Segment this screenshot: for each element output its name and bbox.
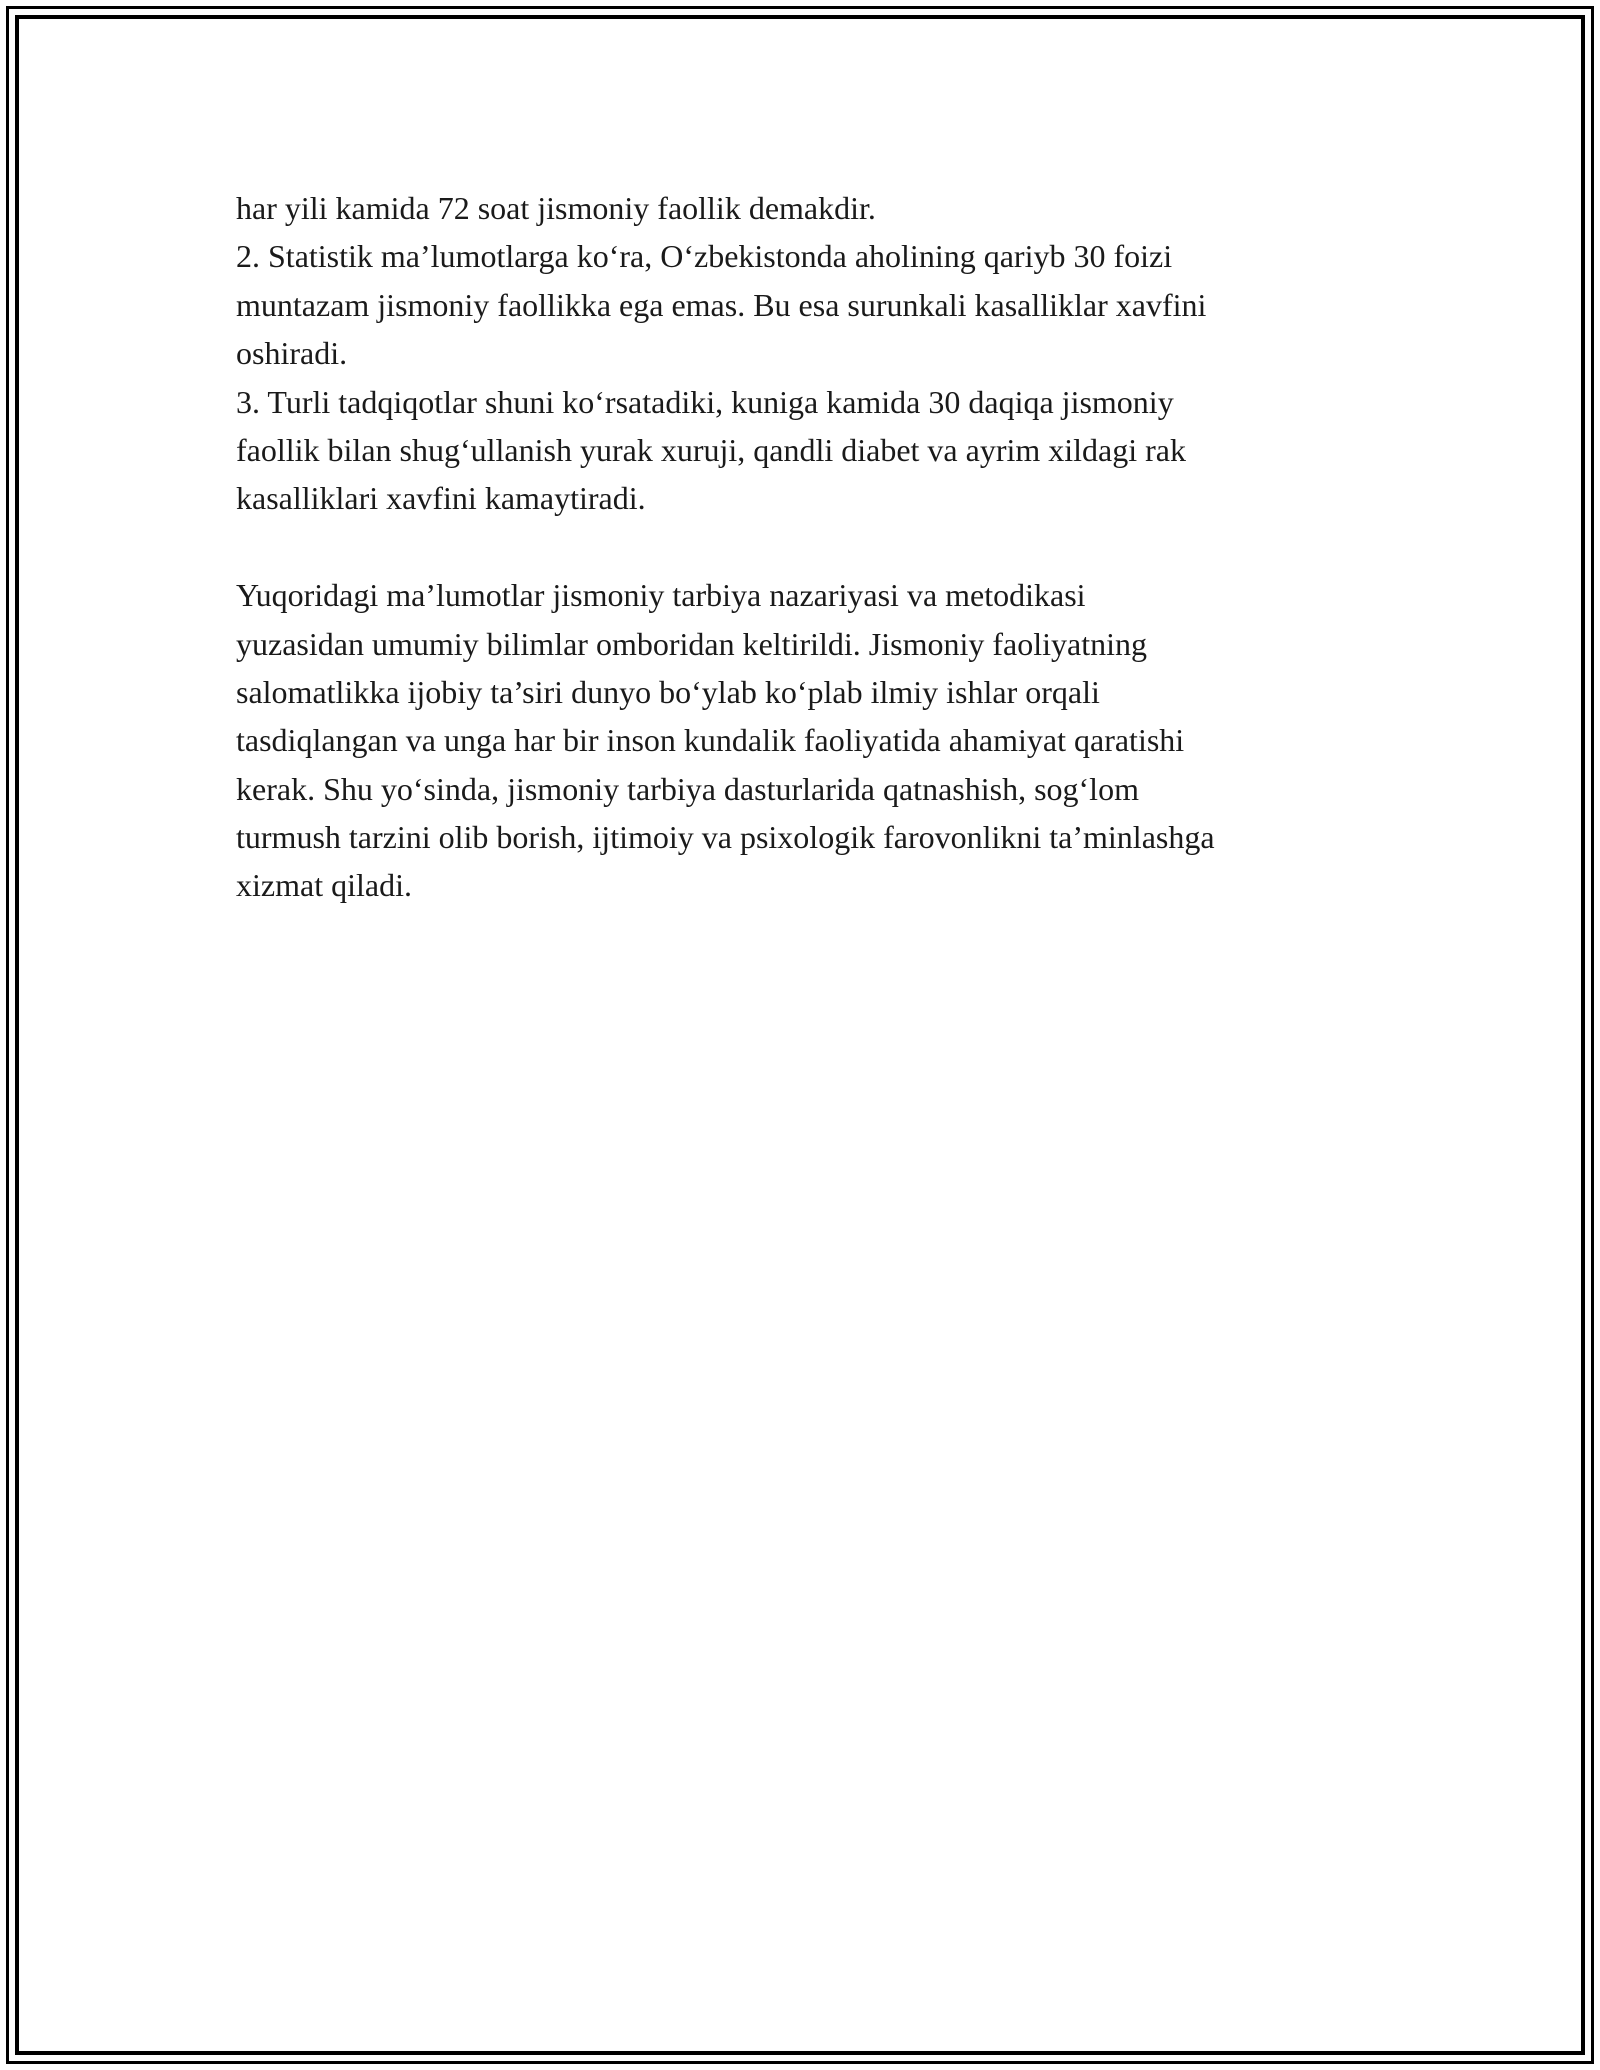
text-line: kerak. Shu yo‘sinda, jismoniy tarbiya dasturlarida qatnashish, sog‘lom [236,770,1139,807]
text-line: har yili kamida 72 soat jismoniy faollik demakdir. [236,190,876,226]
paragraph-gap [236,523,1376,571]
text-line: faollik bilan shug‘ullanish yurak xuruji, qandli diabet va ayrim xildagi rak [236,431,1186,468]
text-line: muntazam jismoniy faollikka ega emas. Bu esa surunkali kasalliklar xavfini [236,286,1207,323]
text-line: yuzasidan umumiy bilimlar omboridan keltirildi. Jismoniy faoliyatning [236,625,1147,662]
text-line: oshiradi. [236,335,348,372]
paragraph-statistics [236,184,1376,523]
text-line: 2. Statistik ma’lumotlarga ko‘ra, O‘zbekistonda aholining qariyb 30 foizi [236,238,1173,275]
text-line: xizmat qiladi. [236,867,412,904]
text-line: kasalliklari xavfini kamaytiradi. [236,480,646,517]
text-line: tasdiqlangan va unga har bir inson kundalik faoliyatida ahamiyat qaratishi [236,722,1185,759]
text-line: turmush tarzini olib borish, ijtimoiy va psixologik farovonlikni ta’minlashga [236,819,1215,856]
text-line: 3. Turli tadqiqotlar shuni ko‘rsatadiki, kuniga kamida 30 daqiqa jismoniy [236,383,1174,420]
text-line: Yuqoridagi ma’lumotlar jismoniy tarbiya nazariyasi va metodikasi [236,577,1086,614]
text-line: salomatlikka ijobiy ta’siri dunyo bo‘ylab ko‘plab ilmiy ishlar orqali [236,673,1100,710]
document-body [236,184,1376,910]
paragraph-conclusion [236,571,1376,910]
